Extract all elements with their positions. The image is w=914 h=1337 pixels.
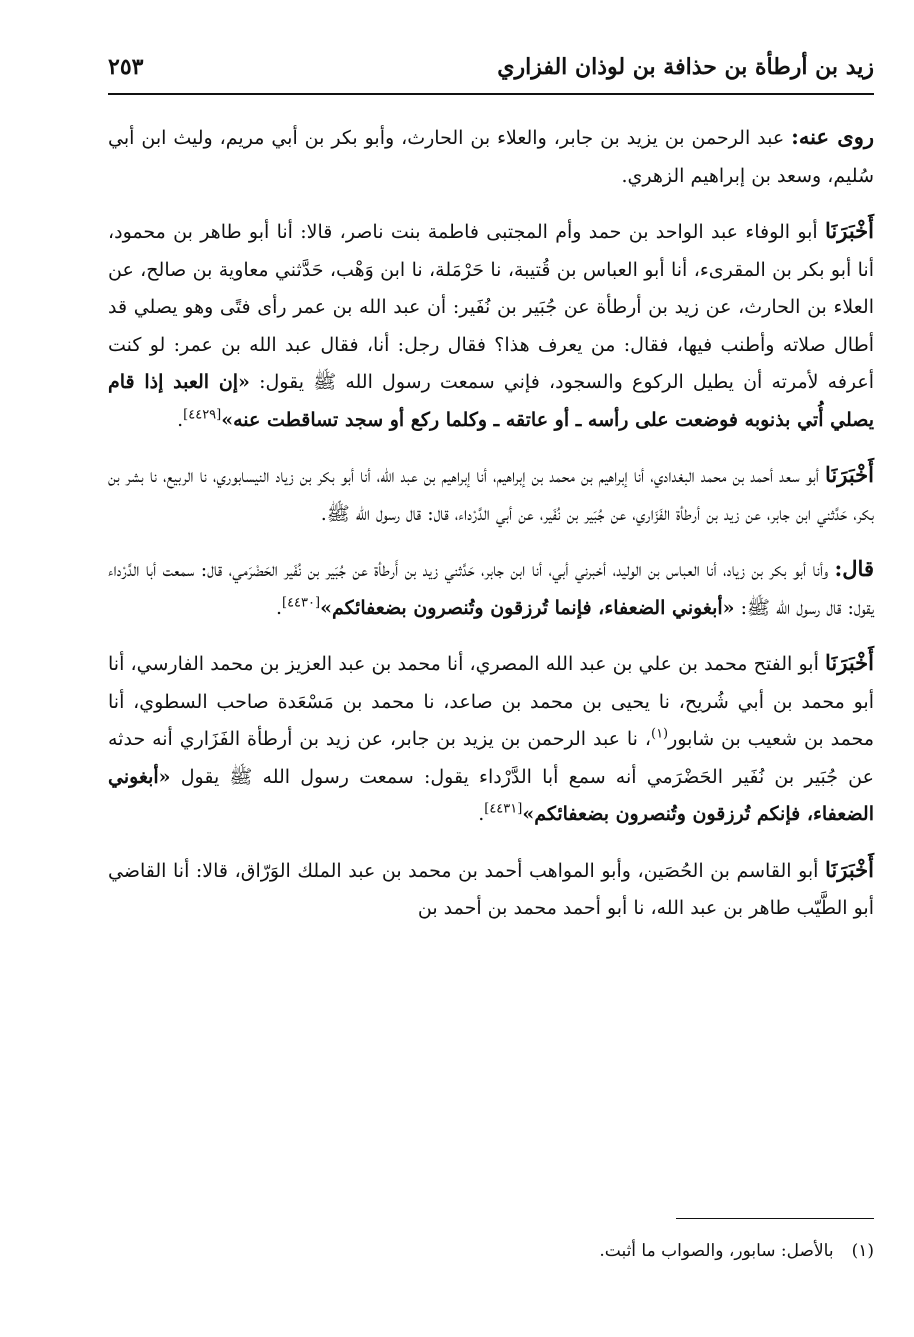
paragraph-tail: . [478,803,485,825]
paragraph-narrators [108,118,874,195]
paragraph-text: ، نا عبد الرحمن بن يزيد بن جابر، عن زيد بن أرطأة الفَزَاري أنه حدثه عن جُبَير بن نُفَير الحَضْرَمي أنه سمع أبا الدَّرْداء يقول: سمعت رسول الله ﷺ يقول [108,728,874,788]
paragraph-text: أبو الفتح محمد بن علي بن عبد الله المصري، أنا محمد بن عبد العزيز بن محمد الفارسي، أنا أبو محمد بن أبي شُريح، نا يحيى بن محمد بن صاعد، نا محمد بن مَسْعَدة صاحب السطوي، أنا محمد بن شعيب بن شابور [108,653,874,750]
footnote [108,1236,874,1266]
paragraph-hadith-4429 [108,212,874,439]
hadith-number: [٤٤٣١] [484,801,523,817]
paragraph-lead: قال: [834,556,874,581]
header-rule [108,93,874,95]
paragraph-lead: أَخْبَرَنَا [825,462,874,487]
paragraph-hadith-4430 [108,550,874,627]
paragraph-text: وأنا أبو بكر بن زياد، أنا العباس بن الوليد، أخبرني أبي، أنا ابن جابر، حَدَّثني زيد بن أَرطأة عن جُبَير بن نُفَير الحَضْرَمي، قال: سمعت أبا الدَّرْداء يقول: قال رسول الله ﷺ: [108,559,874,619]
page-header [108,50,874,92]
hadith-text: «إن العبد إذا قام يصلي أُتي بذنوبه فوضعت على رأسه ـ أو عاتقه ـ وكلما ركع أو سجد تساقطت عنه» [108,371,874,431]
footnote-marker: (١) [650,726,669,742]
paragraph-continued [108,851,874,928]
hadith-number: [٤٤٣٠] [281,595,321,611]
hadith-text: «أبغوني الضعفاء، فإنكم تُرزقون وتُنصرون بضعفائكم» [108,765,874,825]
running-title: زيد بن أرطأة بن حذافة بن لوذان الفزاري [497,54,874,80]
paragraph-tail: . [275,596,282,619]
paragraph-lead: أَخْبَرَنَا [825,218,874,243]
footnote-number: (١) [851,1241,874,1261]
paragraph-lead: أَخْبَرَنَا [825,856,874,882]
main-text [108,118,874,945]
paragraph-lead: أَخْبَرَنَا [825,650,874,675]
footnote-text: بالأصل: سابور، والصواب ما أثبت. [599,1241,834,1261]
paragraph-text: أبو الوفاء عبد الواحد بن حمد وأم المجتبى فاطمة بنت ناصر، قالا: أنا أبو طاهر بن محمود، أنا أبو بكر بن المقرىء، أنا أبو العباس بن قُتيبة، نا حَرْمَلة، نا ابن وَهْب، حَدَّثني معاوية بن صالح، عن العلاء بن الحارث، عن زيد بن أرطأة عن جُبَير بن نُفَير: أن عبد الله بن عمر رأى فتًى وهو يصلي قد أطال صلاته وأطنب فيها، فقال: من يعرف هذا؟ فقال رجل: أنا، فقال عبد الله بن عمر: لو كنت أعرفه لأمرته أن يطيل الركوع والسجود، فإني سمعت رسول الله ﷺ يقول: [108,221,875,393]
paragraph-hadith-4431 [108,644,874,834]
footnote-rule [676,1218,874,1219]
page-number: ٢٥٣ [108,54,144,80]
paragraph-text: عبد الرحمن بن يزيد بن جابر، والعلاء بن الحارث، وأبو بكر بن أبي مريم، وليث ابن أبي سُليم، وسعد بن إبراهيم الزهري. [108,127,874,187]
paragraph-text: أبو سعد أحمد بن محمد البغدادي، أنا إبراهيم بن محمد بن إبراهيم، أنا إبراهيم بن عبد الله، أنا أبو بكر بن زياد النيسابوري، نا الربيع، نا بشر بن بكر، حَدَّثني ابن جابر، عن زيد بن أرطأة الفَزَاري، عن جُبَير بن نُفَير، عن أبي الدَّرْداء، قال: قال رسول الله ﷺ. [108,465,874,525]
paragraph-text: أبو القاسم بن الحُصَين، وأبو المواهب أحمد بن محمد بن عبد الملك الوَرّاق، قالا: أنا القاضي أبو الطَّيّب طاهر بن عبد الله، نا أبو أحمد محمد بن أحمد بن [108,859,874,919]
hadith-number: [٤٤٢٩] [183,407,222,423]
paragraph-tail: . [177,408,184,431]
paragraph-isnad [108,456,874,533]
hadith-text: «أبغوني الضعفاء، فإنما تُرزقون وتُنصرون بضعفائكم» [320,596,735,619]
paragraph-lead: روى عنه: [791,124,874,149]
